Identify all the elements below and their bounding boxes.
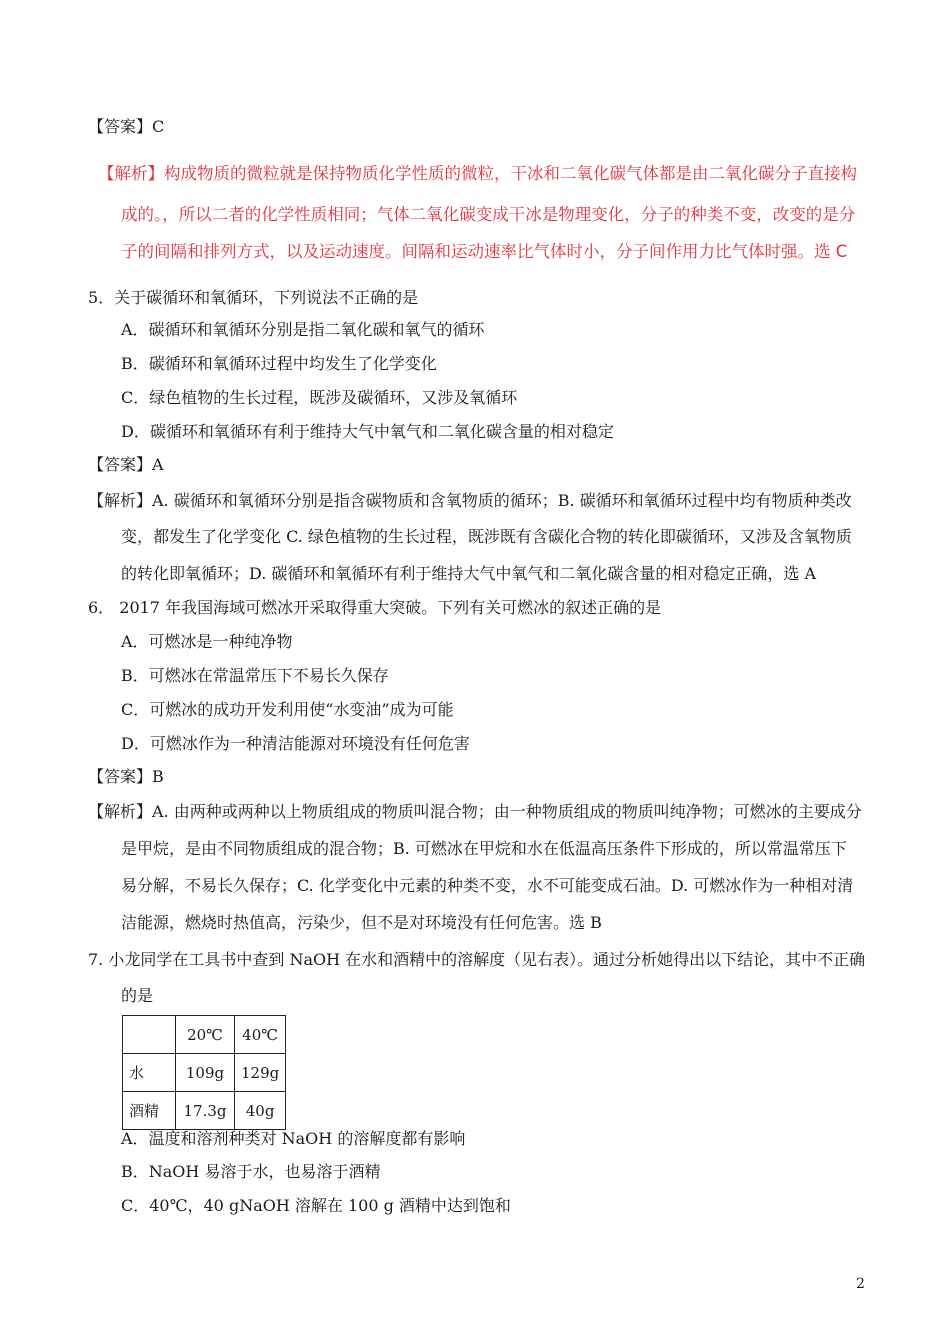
q5-stem: 5．关于碳循环和氧循环，下列说法不正确的是 xyxy=(88,288,419,307)
table-cell: 109g xyxy=(176,1054,235,1092)
q6-option-d: D．可燃冰作为一种清洁能源对环境没有任何危害 xyxy=(121,734,470,753)
q7-option-b: B．NaOH 易溶于水，也易溶于酒精 xyxy=(121,1162,381,1181)
q5-answer: 【答案】A xyxy=(88,455,164,474)
solubility-table xyxy=(122,1015,286,1130)
q4-analysis-line-1: 【解析】构成物质的微粒就是保持物质化学性质的微粒，干冰和二氧化碳气体都是由二氧化碳分子直接构 xyxy=(98,164,857,183)
q6-option-b: B．可燃冰在常温常压下不易长久保存 xyxy=(121,666,389,685)
q7-stem-line-1: 7. 小龙同学在工具书中查到 NaOH 在水和酒精中的溶解度（见右表）。通过分析她得出以下结论，其中不正确 xyxy=(88,950,866,969)
page-number: 2 xyxy=(856,1276,865,1292)
q7-stem-line-2: 的是 xyxy=(121,986,154,1005)
q7-option-c: C．40℃，40 gNaOH 溶解在 100 g 酒精中达到饱和 xyxy=(121,1196,511,1215)
q6-analysis-line-2: 是甲烷，是由不同物质组成的混合物；B. 可燃冰在甲烷和水在低温高压条件下形成的，所以常温常压下 xyxy=(121,839,847,858)
q5-option-b: B．碳循环和氧循环过程中均发生了化学变化 xyxy=(121,354,437,373)
table-row xyxy=(123,1016,286,1054)
q4-analysis-line-2: 成的。，所以二者的化学性质相同；气体二氧化碳变成干冰是物理变化，分子的种类不变，改变的是分 xyxy=(121,205,856,224)
q5-option-c: C．绿色植物的生长过程，既涉及碳循环，又涉及氧循环 xyxy=(121,388,518,407)
q6-analysis-line-4: 洁能源，燃烧时热值高，污染少，但不是对环境没有任何危害。选 B xyxy=(121,913,602,932)
table-row-label: 酒精 xyxy=(123,1092,176,1130)
q6-analysis-line-3: 易分解，不易长久保存；C. 化学变化中元素的种类不变，水不可能变成石油。D. 可燃冰作为一种相对清 xyxy=(121,876,854,895)
q5-analysis-line-3: 的转化即氧循环；D. 碳循环和氧循环有利于维持大气中氧气和二氧化碳含量的相对稳定正确，选 A xyxy=(121,564,817,583)
q6-analysis-line-1: 【解析】A. 由两种或两种以上物质组成的物质叫混合物；由一种物质组成的物质叫纯净物；可燃冰的主要成分 xyxy=(88,802,862,821)
q4-answer: 【答案】C xyxy=(88,117,165,136)
q6-option-a: A．可燃冰是一种纯净物 xyxy=(121,632,293,651)
table-cell: 40g xyxy=(235,1092,286,1130)
table-row xyxy=(123,1054,286,1092)
table-header-cell: 20℃ xyxy=(176,1016,235,1054)
table-cell: 17.3g xyxy=(176,1092,235,1130)
q6-answer: 【答案】B xyxy=(88,767,164,786)
q7-option-a: A．温度和溶剂种类对 NaOH 的溶解度都有影响 xyxy=(121,1129,466,1148)
table-row xyxy=(123,1092,286,1130)
table-header-cell: 40℃ xyxy=(235,1016,286,1054)
q6-stem: 6． 2017 年我国海域可燃冰开采取得重大突破。下列有关可燃冰的叙述正确的是 xyxy=(88,598,662,617)
table-cell: 129g xyxy=(235,1054,286,1092)
q5-analysis-line-2: 变，都发生了化学变化 C. 绿色植物的生长过程，既涉既有含碳化合物的转化即碳循环，又涉及含氧物质 xyxy=(121,527,852,546)
q6-option-c: C．可燃冰的成功开发利用使“水变油”成为可能 xyxy=(121,700,454,719)
table-row-label: 水 xyxy=(123,1054,176,1092)
table-cell xyxy=(123,1016,176,1054)
q5-option-a: A．碳循环和氧循环分别是指二氧化碳和氧气的循环 xyxy=(121,320,485,339)
q5-analysis-line-1: 【解析】A. 碳循环和氧循环分别是指含碳物质和含氧物质的循环；B. 碳循环和氧循环过程中均有物质种类改 xyxy=(88,491,852,510)
q4-analysis-line-3: 子的间隔和排列方式，以及运动速度。间隔和运动速率比气体时小，分子间作用力比气体时强。选 C xyxy=(121,242,848,261)
q5-option-d: D．碳循环和氧循环有利于维持大气中氧气和二氧化碳含量的相对稳定 xyxy=(121,422,614,441)
